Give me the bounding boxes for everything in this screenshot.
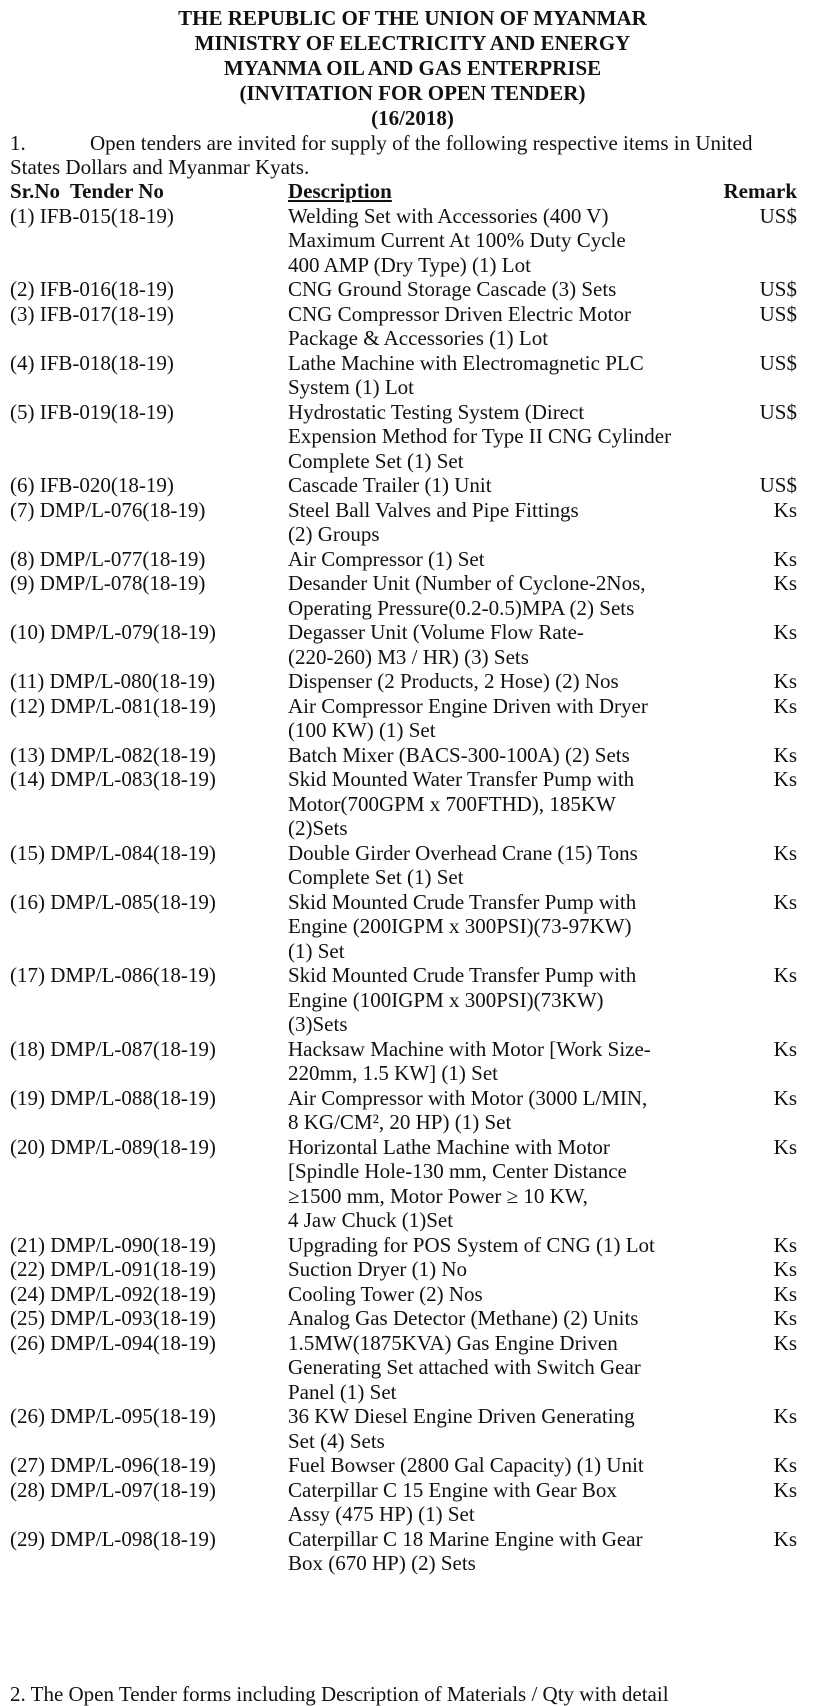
remark-cell: US$ [759, 301, 797, 326]
remark-cell: Ks [773, 742, 797, 767]
description-cell [288, 743, 708, 768]
tender-number-cell: (7) DMP/L-076(18-19) [10, 497, 206, 522]
remark-cell: Ks [773, 1306, 797, 1330]
remark-cell: Ks [773, 840, 797, 865]
tender-number-cell: (12) DMP/L-081(18-19) [10, 693, 216, 718]
tender-number-cell: (24) DMP/L-092(18-19) [10, 1281, 216, 1306]
description-line: Maximum Current At 100% Duty Cycle [288, 228, 626, 252]
description-line: Cascade Trailer (1) Unit [288, 473, 492, 497]
intro-text-line-1: Open tenders are invited for supply of the following respective items in United [90, 131, 753, 155]
description-cell [288, 498, 708, 547]
tender-number-cell: (5) IFB-019(18-19) [10, 399, 174, 424]
tender-table-body [0, 204, 825, 1576]
description-line: Batch Mixer (BACS-300-100A) (2) Sets [288, 742, 630, 767]
description-line: Expension Method for Type II CNG Cylinder [288, 424, 672, 448]
description-line: Package & Accessories (1) Lot [288, 326, 549, 350]
description-cell [288, 620, 708, 669]
remark-cell: Ks [773, 1526, 797, 1551]
table-row [0, 1257, 825, 1282]
description-line: Air Compressor (1) Set [288, 546, 485, 571]
description-cell [288, 1086, 708, 1135]
tender-number-cell: (25) DMP/L-093(18-19) [10, 1306, 216, 1330]
remark-cell: Ks [773, 1453, 797, 1477]
description-line: Hacksaw Machine with Motor [Work Size- [288, 1036, 651, 1061]
description-line: Engine (100IGPM x 300PSI)(73KW) [288, 987, 604, 1012]
tender-number-cell: (1) IFB-015(18-19) [10, 203, 174, 228]
description-line: Analog Gas Detector (Methane) (2) Units [288, 1306, 639, 1330]
table-row [0, 571, 825, 620]
description-cell [288, 571, 708, 620]
tender-number-cell: (13) DMP/L-082(18-19) [10, 742, 216, 767]
description-cell [288, 963, 708, 1037]
description-cell [288, 1404, 708, 1453]
description-line: 4 Jaw Chuck (1)Set [288, 1208, 454, 1232]
description-line: Caterpillar C 18 Marine Engine with Gear [288, 1526, 643, 1551]
remark-cell: Ks [773, 571, 797, 595]
header-line-5: (16/2018) [371, 106, 454, 130]
description-line: Box (670 HP) (2) Sets [288, 1551, 476, 1575]
description-line: CNG Ground Storage Cascade (3) Sets [288, 277, 617, 301]
tender-number-cell: (26) DMP/L-094(18-19) [10, 1330, 216, 1355]
intro-number: 1. [10, 131, 26, 155]
remark-cell: US$ [759, 277, 797, 301]
description-line: Panel (1) Set [288, 1379, 397, 1404]
table-row [0, 498, 825, 547]
tender-number-cell: (20) DMP/L-089(18-19) [10, 1134, 216, 1159]
paragraph-2-partial: 2. The Open Tender forms including Description of Materials / Qty with detail [10, 1682, 669, 1706]
description-cell [288, 547, 708, 572]
description-cell [288, 473, 708, 498]
column-header-remark: Remark [723, 179, 797, 203]
table-row [0, 841, 825, 890]
description-line: Steel Ball Valves and Pipe Fittings [288, 497, 579, 522]
tender-number-cell: (21) DMP/L-090(18-19) [10, 1232, 216, 1257]
description-cell [288, 1478, 708, 1527]
table-row [0, 890, 825, 964]
remark-cell: Ks [773, 1232, 797, 1257]
description-line: Cooling Tower (2) Nos [288, 1281, 483, 1306]
tender-number-cell: (9) DMP/L-078(18-19) [10, 571, 206, 595]
description-line: (2) Groups [288, 522, 380, 546]
column-header-tender-no: Tender No [70, 179, 164, 203]
table-row [0, 1478, 825, 1527]
tender-number-cell: (11) DMP/L-080(18-19) [10, 669, 216, 693]
description-cell [288, 400, 708, 474]
description-line: (100 KW) (1) Set [288, 718, 436, 742]
tender-number-cell: (26) DMP/L-095(18-19) [10, 1404, 216, 1428]
header-line-1: THE REPUBLIC OF THE UNION OF MYANMAR [178, 6, 647, 30]
remark-cell: US$ [759, 473, 797, 497]
description-cell [288, 694, 708, 743]
table-row [0, 1086, 825, 1135]
notice-header [0, 0, 825, 131]
description-line: Air Compressor with Motor (3000 L/MIN, [288, 1085, 648, 1110]
table-row [0, 1135, 825, 1233]
remark-cell: US$ [759, 399, 797, 424]
tender-number-cell: (3) IFB-017(18-19) [10, 301, 174, 326]
description-line: Complete Set (1) Set [288, 448, 464, 473]
remark-cell: Ks [773, 1134, 797, 1159]
tender-number-cell: (10) DMP/L-079(18-19) [10, 620, 216, 644]
description-line: Generating Set attached with Switch Gear [288, 1355, 641, 1379]
description-cell [288, 302, 708, 351]
intro-text-line-2: States Dollars and Myanmar Kyats. [10, 155, 310, 179]
header-line-3: MYANMA OIL AND GAS ENTERPRISE [223, 56, 602, 80]
remark-cell: Ks [773, 693, 797, 718]
table-row [0, 1306, 825, 1331]
table-row [0, 669, 825, 694]
table-row [0, 1527, 825, 1576]
table-header [0, 179, 825, 204]
description-cell [288, 1331, 708, 1405]
tender-number-cell: (6) IFB-020(18-19) [10, 473, 174, 497]
description-line: 36 KW Diesel Engine Driven Generating [288, 1404, 635, 1428]
description-line: Desander Unit (Number of Cyclone-2Nos, [288, 571, 646, 595]
description-cell [288, 351, 708, 400]
remark-cell: Ks [773, 963, 797, 987]
table-row [0, 1282, 825, 1307]
description-line: Set (4) Sets [288, 1428, 385, 1453]
description-line: Air Compressor Engine Driven with Dryer [288, 693, 648, 718]
table-row [0, 1453, 825, 1478]
tender-number-cell: (17) DMP/L-086(18-19) [10, 963, 216, 987]
column-header-description: Description [288, 179, 392, 203]
table-row [0, 694, 825, 743]
tender-number-cell: (22) DMP/L-091(18-19) [10, 1257, 216, 1281]
table-row [0, 473, 825, 498]
description-line: Horizontal Lathe Machine with Motor [288, 1134, 610, 1159]
description-line: Double Girder Overhead Crane (15) Tons [288, 840, 638, 865]
description-line: 8 KG/CM², 20 HP) (1) Set [288, 1110, 512, 1134]
table-row [0, 1233, 825, 1258]
remark-cell: Ks [773, 620, 797, 644]
description-line: Hydrostatic Testing System (Direct [288, 399, 585, 424]
description-line: 400 AMP (Dry Type) (1) Lot [288, 252, 531, 277]
description-cell [288, 669, 708, 694]
remark-cell: US$ [759, 203, 797, 228]
description-cell [288, 277, 708, 302]
description-cell [288, 204, 708, 278]
description-line: (3)Sets [288, 1012, 348, 1036]
description-cell [288, 1233, 708, 1258]
description-line: Caterpillar C 15 Engine with Gear Box [288, 1477, 617, 1502]
description-line: Degasser Unit (Volume Flow Rate- [288, 620, 584, 644]
description-cell [288, 1282, 708, 1307]
tender-number-cell: (27) DMP/L-096(18-19) [10, 1453, 216, 1477]
description-line: CNG Compressor Driven Electric Motor [288, 301, 631, 326]
description-line: 1.5MW(1875KVA) Gas Engine Driven [288, 1330, 618, 1355]
description-line: (220-260) M3 / HR) (3) Sets [288, 644, 529, 669]
description-line: [Spindle Hole-130 mm, Center Distance [288, 1159, 627, 1183]
table-row [0, 547, 825, 572]
table-row [0, 400, 825, 474]
description-line: Skid Mounted Water Transfer Pump with [288, 767, 635, 791]
description-line: Upgrading for POS System of CNG (1) Lot [288, 1232, 655, 1257]
column-header-srno: Sr.No [10, 179, 60, 203]
remark-cell: Ks [773, 1404, 797, 1428]
description-cell [288, 1135, 708, 1233]
description-line: Operating Pressure(0.2-0.5)MPA (2) Sets [288, 595, 635, 620]
description-cell [288, 1453, 708, 1478]
tender-number-cell: (8) DMP/L-077(18-19) [10, 546, 206, 571]
remark-cell: Ks [773, 1477, 797, 1502]
description-cell [288, 890, 708, 964]
description-cell [288, 1257, 708, 1282]
description-line: Assy (475 HP) (1) Set [288, 1502, 475, 1526]
remark-cell: US$ [759, 350, 797, 375]
table-row [0, 1404, 825, 1453]
description-line: Engine (200IGPM x 300PSI)(73-97KW) [288, 914, 632, 938]
table-row [0, 1331, 825, 1405]
remark-cell: Ks [773, 1257, 797, 1281]
description-line: Fuel Bowser (2800 Gal Capacity) (1) Unit [288, 1453, 644, 1477]
remark-cell: Ks [773, 546, 797, 571]
header-line-4: (INVITATION FOR OPEN TENDER) [239, 81, 586, 105]
remark-cell: Ks [773, 1085, 797, 1110]
description-line: ≥1500 mm, Motor Power ≥ 10 KW, [288, 1183, 588, 1208]
description-line: Skid Mounted Crude Transfer Pump with [288, 889, 637, 914]
table-row [0, 743, 825, 768]
description-cell [288, 1527, 708, 1576]
description-line: Complete Set (1) Set [288, 865, 464, 889]
description-cell [288, 767, 708, 841]
description-cell [288, 1037, 708, 1086]
remark-cell: Ks [773, 1036, 797, 1061]
description-cell [288, 1306, 708, 1331]
remark-cell: Ks [773, 1330, 797, 1355]
description-line: Dispenser (2 Products, 2 Hose) (2) Nos [288, 669, 619, 693]
table-row [0, 277, 825, 302]
remark-cell: Ks [773, 669, 797, 693]
description-line: Suction Dryer (1) No [288, 1257, 468, 1281]
tender-number-cell: (18) DMP/L-087(18-19) [10, 1036, 216, 1061]
tender-number-cell: (19) DMP/L-088(18-19) [10, 1085, 216, 1110]
tender-number-cell: (14) DMP/L-083(18-19) [10, 767, 216, 791]
description-cell [288, 841, 708, 890]
description-line: Lathe Machine with Electromagnetic PLC [288, 350, 644, 375]
table-row [0, 302, 825, 351]
table-row [0, 204, 825, 278]
remark-cell: Ks [773, 1281, 797, 1306]
tender-number-cell: (28) DMP/L-097(18-19) [10, 1477, 216, 1502]
description-line: (2)Sets [288, 816, 348, 840]
description-line: Skid Mounted Crude Transfer Pump with [288, 963, 637, 987]
tender-number-cell: (2) IFB-016(18-19) [10, 277, 174, 301]
table-row [0, 767, 825, 841]
tender-number-cell: (4) IFB-018(18-19) [10, 350, 174, 375]
table-row [0, 620, 825, 669]
table-row [0, 1037, 825, 1086]
description-line: 220mm, 1.5 KW] (1) Set [288, 1061, 498, 1085]
tender-number-cell: (15) DMP/L-084(18-19) [10, 840, 216, 865]
description-line: System (1) Lot [288, 375, 414, 399]
header-line-2: MINISTRY OF ELECTRICITY AND ENERGY [194, 31, 631, 55]
tender-number-cell: (29) DMP/L-098(18-19) [10, 1526, 216, 1551]
remark-cell: Ks [773, 889, 797, 914]
table-row [0, 351, 825, 400]
intro-paragraph [10, 131, 815, 179]
description-line: Motor(700GPM x 700FTHD), 185KW [288, 791, 616, 816]
remark-cell: Ks [773, 767, 797, 791]
tender-number-cell: (16) DMP/L-085(18-19) [10, 889, 216, 914]
table-row [0, 963, 825, 1037]
description-line: (1) Set [288, 938, 345, 963]
remark-cell: Ks [773, 497, 797, 522]
description-line: Welding Set with Accessories (400 V) [288, 203, 609, 228]
